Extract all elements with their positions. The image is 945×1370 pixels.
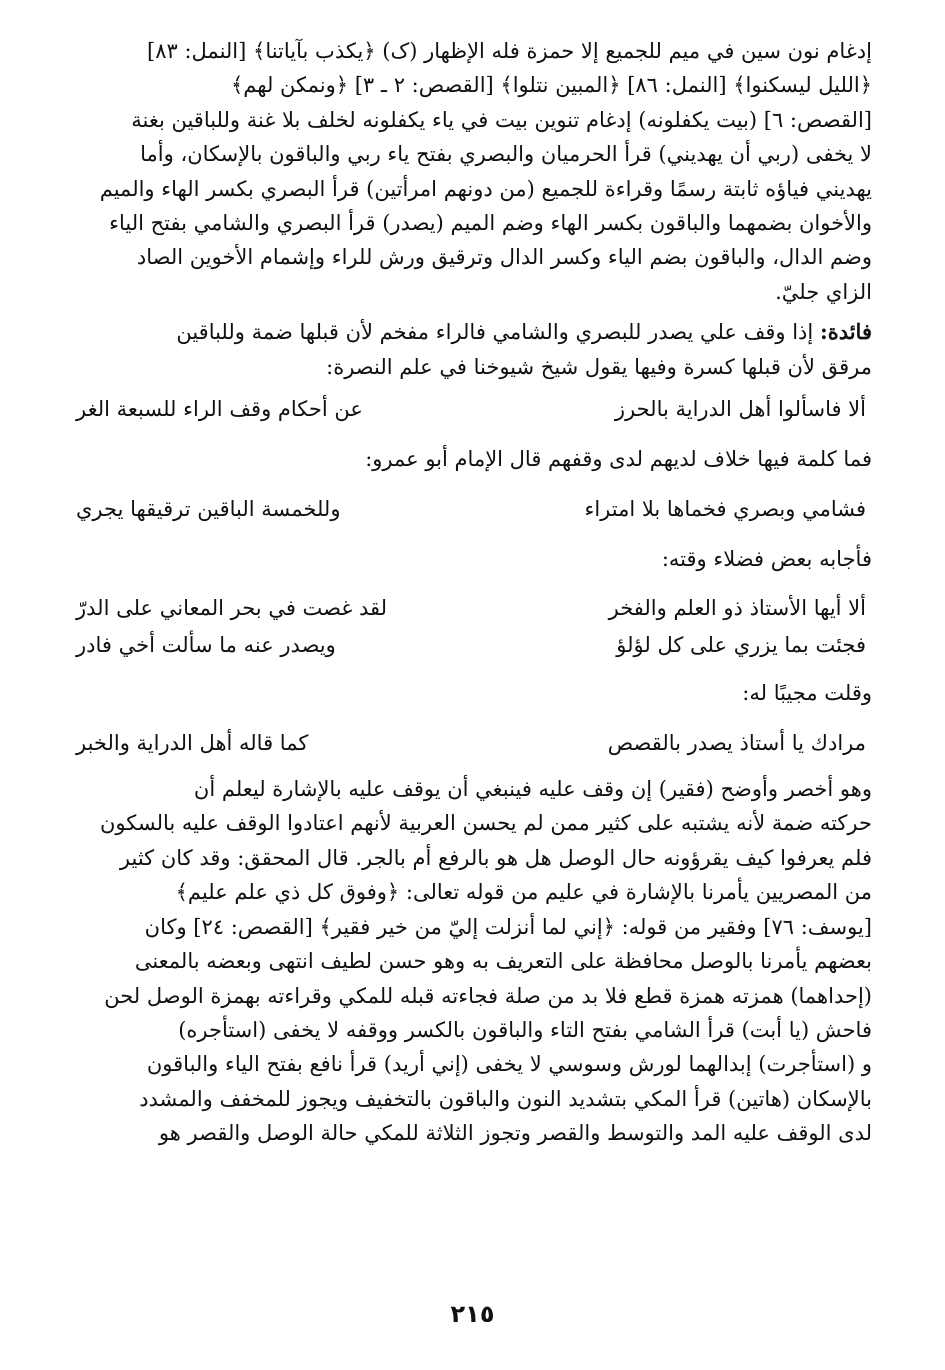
text-line: [القصص: ٦] (بيت يكفلونه) إدغام تنوين بيت في ياء يكفلونه لخلف بلا غنة وللباقين بغنة xyxy=(131,107,872,132)
page-number: ٢١٥ xyxy=(450,1300,495,1328)
poem-verse xyxy=(72,484,872,534)
text-line: فاحش (يا أبت) قرأ الشامي بفتح التاء والباقون بالكسر ووقفه لا يخفى (استأجره) xyxy=(178,1017,872,1042)
text-line: فلم يعرفوا كيف يقرؤونه حال الوصل هل هو بالرفع أم بالجر. قال المحقق: وقد كان كثير xyxy=(119,845,872,870)
text-line xyxy=(72,315,872,349)
prose-line: فأجابه بعض فضلاء وقته: xyxy=(661,547,872,572)
text-line: والأخوان بضمهما والباقون بكسر الهاء وضم الميم (يصدر) قرأ البصري والشامي بفتح الياء xyxy=(109,211,872,236)
verse-first-hemistich: ألا فاسألوا أهل الدراية بالحرز xyxy=(614,397,866,422)
text-line: من المصريين يأمرنا بالإشارة في عليم من قوله تعالى: ﴿وفوق كل ذي علم عليم﴾ xyxy=(175,880,872,905)
text-line: [يوسف: ٧٦] وفقير من قوله: ﴿إني لما أنزلت إليّ من خير فقير﴾ [القصص: ٢٤] وكان xyxy=(144,914,872,939)
page-body xyxy=(72,34,872,1151)
text-line: مرقق لأن قبلها كسرة وفيها يقول شيخ شيوخنا في علم النصرة: xyxy=(326,354,872,379)
verse-second-hemistich: وللخمسة الباقين ترقيقها يجري xyxy=(76,497,341,522)
text-line: و (استأجرت) إبدالهما لورش وسوسي لا يخفى (إني أريد) قرأ نافع بفتح الياء والباقون xyxy=(146,1052,872,1077)
text-line: إدغام نون سين في ميم للجميع إلا حمزة فله الإظهار (ک) ﴿يكذب بآياتنا﴾ [النمل: ٨٣] xyxy=(147,39,872,63)
verse-second-hemistich: كما قاله أهل الدراية والخبر xyxy=(76,731,309,756)
poem-verse xyxy=(72,627,872,664)
verse-second-hemistich: عن أحكام وقف الراء للسبعة الغر xyxy=(76,397,363,422)
benefit-label: فائدة: xyxy=(819,319,872,345)
text-line: بعضهم يأمرنا بالوصل محافظة على التعريف به وهو حسن لطيف انتهى وبعضه بالمعنى xyxy=(134,949,872,974)
prose-line: وقلت مجيبًا له: xyxy=(742,681,872,706)
benefit-text: إذا وقف علي يصدر للبصري والشامي فالراء مفخم لأن قبلها ضمة وللباقين xyxy=(176,320,814,345)
verse-second-hemistich: لقد غصت في بحر المعاني على الدرّ xyxy=(76,596,388,621)
text-line: لدى الوقف عليه المد والتوسط والقصر وتجوز الثلاثة للمكي حالة الوصل والقصر هو xyxy=(158,1121,872,1146)
verse-second-hemistich: ويصدر عنه ما سألت أخي فادر xyxy=(76,633,336,658)
text-line: بالإسكان (هاتين) قرأ المكي بتشديد النون والباقون بالتخفيف ويجوز للمخفف والمشدد xyxy=(139,1086,872,1111)
benefit-paragraph xyxy=(72,315,872,384)
text-line: وهو أخصر وأوضح (فقير) إن وقف عليه فينبغي أن يوقف عليه بالإشارة ليعلم أن xyxy=(193,777,872,802)
text-line: يهديني فياؤه ثابتة رسمًا وقراءة للجميع (من دونهم امرأتين) قرأ البصري بكسر الهاء والميم xyxy=(99,176,872,201)
text-line: (إحداهما) همزته همزة قطع فلا بد من صلة فجاءته قبله للمكي وقراءته بهمزة الوصل لحن xyxy=(104,983,872,1008)
text-line: وضم الدال، والباقون بضم الياء وكسر الدال وترقيق ورش للراء وإشمام الأخوين الصاد xyxy=(136,245,872,270)
text-line: حركته ضمة لأنه يشتبه على كثير ممن لم يحسن العربية لأنهم اعتادوا الوقف عليه بالسكون xyxy=(99,811,872,836)
poem-verse xyxy=(72,384,872,434)
poem-verse xyxy=(72,590,872,627)
text-line: ﴿الليل ليسكنوا﴾ [النمل: ٨٦] ﴿المبين نتلوا﴾ [القصص: ٢ ـ ٣] ﴿ونمكن لهم﴾ xyxy=(230,73,872,98)
bottom-paragraph xyxy=(72,772,872,1150)
verse-first-hemistich: ألا أيها الأستاذ ذو العلم والفخر xyxy=(608,596,866,621)
poem-verse xyxy=(72,718,872,768)
verse-first-hemistich: مرادك يا أستاذ يصدر بالقصص xyxy=(607,731,866,756)
verse-first-hemistich: فشامي وبصري فخماها بلا امتراء xyxy=(584,497,866,522)
top-paragraph xyxy=(72,34,872,309)
text-line: لا يخفى (ربي أن يهديني) قرأ الحرميان والبصري بفتح ياء ربي والباقون بالإسكان، وأما xyxy=(140,142,872,167)
prose-line: فما كلمة فيها خلاف لديهم لدى وقفهم قال الإمام أبو عمرو: xyxy=(365,447,872,472)
text-line: الزاي جليّ. xyxy=(775,279,872,304)
verse-first-hemistich: فجئت بما يزري على كل لؤلؤ xyxy=(616,633,866,658)
